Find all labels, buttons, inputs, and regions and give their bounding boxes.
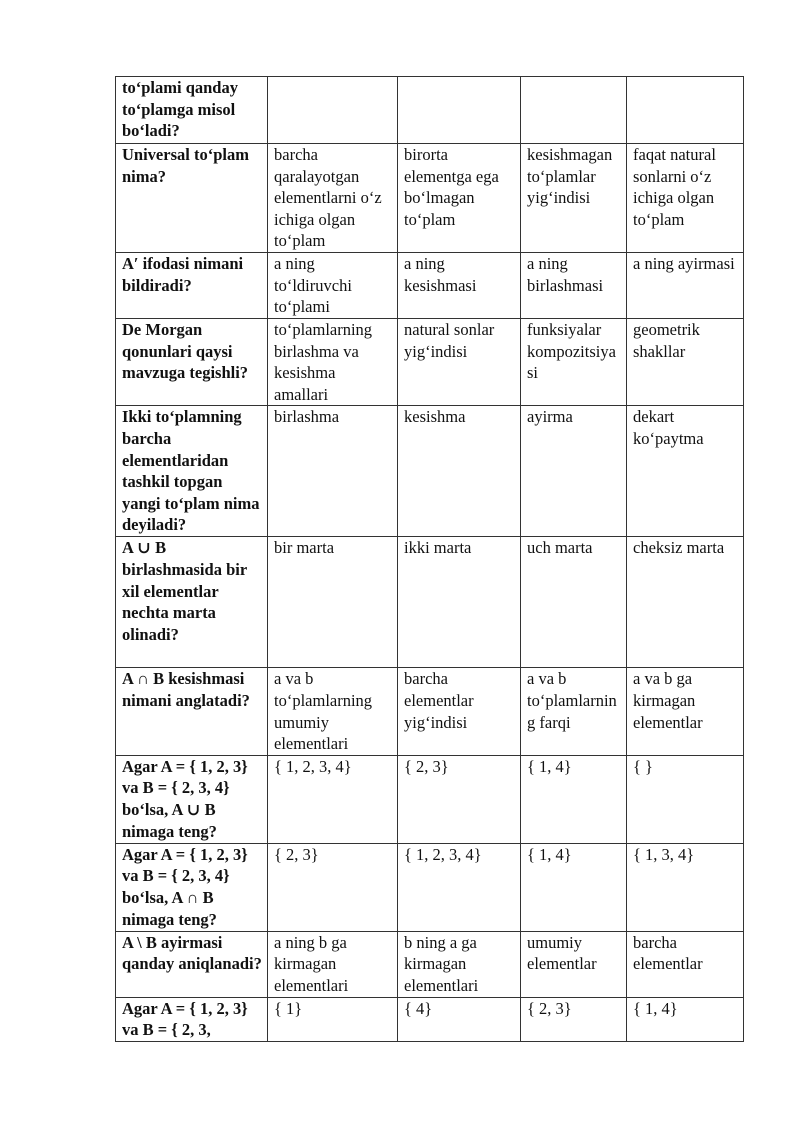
answer-cell: a ning to‘ldiruvchi to‘plami	[268, 252, 398, 318]
answer-cell: { 2, 3}	[398, 755, 521, 843]
answer-cell: a va b ga kirmagan elementlar	[627, 668, 744, 755]
answer-cell: barcha elementlar	[627, 931, 744, 997]
question-cell: A ∩ B kesishmasi nimani anglatadi?	[116, 668, 268, 755]
question-cell: Agar A = { 1, 2, 3} va B = { 2, 3,	[116, 997, 268, 1041]
table-row	[116, 843, 744, 931]
table-row	[116, 144, 744, 253]
answer-cell: bir marta	[268, 537, 398, 668]
answer-cell: { 1}	[268, 997, 398, 1041]
answer-cell: { 1, 2, 3, 4}	[268, 755, 398, 843]
answer-cell: ikki marta	[398, 537, 521, 668]
question-cell: Agar A = { 1, 2, 3} va B = { 2, 3, 4} bo‘lsa, A ∩ B nimaga teng?	[116, 843, 268, 931]
answer-cell: a va b to‘plamlarning farqi	[521, 668, 627, 755]
answer-cell: { 1, 3, 4}	[627, 843, 744, 931]
answer-cell: uch marta	[521, 537, 627, 668]
answer-cell: umumiy elementlar	[521, 931, 627, 997]
question-cell: to‘plami qanday to‘plamga misol bo‘ladi?	[116, 77, 268, 144]
table-row	[116, 318, 744, 405]
answer-cell	[627, 77, 744, 144]
question-cell: A ∪ B birlashmasida bir xil elementlar nechta marta olinadi?	[116, 537, 268, 668]
answer-cell: to‘plamlarning birlashma va kesishma amallari	[268, 318, 398, 405]
question-cell: Agar A = { 1, 2, 3} va B = { 2, 3, 4} bo‘lsa, A ∪ B nimaga teng?	[116, 755, 268, 843]
answer-cell: barcha elementlar yig‘indisi	[398, 668, 521, 755]
answer-cell: natural sonlar yig‘indisi	[398, 318, 521, 405]
answer-cell: ayirma	[521, 406, 627, 537]
answer-cell	[268, 77, 398, 144]
answer-cell: kesishma	[398, 406, 521, 537]
answer-cell: barcha qaralayotgan elementlarni o‘z ichiga olgan to‘plam	[268, 144, 398, 253]
answer-cell: birorta elementga ega bo‘lmagan to‘plam	[398, 144, 521, 253]
quiz-table	[115, 76, 744, 1042]
answer-cell: a ning kesishmasi	[398, 252, 521, 318]
answer-cell: { }	[627, 755, 744, 843]
table-row	[116, 77, 744, 144]
answer-cell	[398, 77, 521, 144]
table-row	[116, 252, 744, 318]
table-row	[116, 997, 744, 1041]
table-row	[116, 931, 744, 997]
answer-cell: { 2, 3}	[268, 843, 398, 931]
answer-cell: b ning a ga kirmagan elementlari	[398, 931, 521, 997]
table-row	[116, 406, 744, 537]
answer-cell: funksiyalar kompozitsiyasi	[521, 318, 627, 405]
answer-cell: a ning b ga kirmagan elementlari	[268, 931, 398, 997]
answer-cell: { 2, 3}	[521, 997, 627, 1041]
answer-cell: dekart ko‘paytma	[627, 406, 744, 537]
answer-cell: a va b to‘plamlarning umumiy elementlari	[268, 668, 398, 755]
question-cell: Universal to‘plam nima?	[116, 144, 268, 253]
question-cell: A \ B ayirmasi qanday aniqlanadi?	[116, 931, 268, 997]
question-cell: De Morgan qonunlari qaysi mavzuga tegishli?	[116, 318, 268, 405]
answer-cell: cheksiz marta	[627, 537, 744, 668]
table-row	[116, 755, 744, 843]
answer-cell: { 4}	[398, 997, 521, 1041]
table-row	[116, 537, 744, 668]
question-cell: Ikki to‘plamning barcha elementlaridan tashkil topgan yangi to‘plam nima deyiladi?	[116, 406, 268, 537]
question-cell: A′ ifodasi nimani bildiradi?	[116, 252, 268, 318]
table-row	[116, 668, 744, 755]
answer-cell: { 1, 4}	[521, 755, 627, 843]
answer-cell: a ning birlashmasi	[521, 252, 627, 318]
answer-cell: geometrik shakllar	[627, 318, 744, 405]
answer-cell: a ning ayirmasi	[627, 252, 744, 318]
answer-cell: birlashma	[268, 406, 398, 537]
answer-cell: faqat natural sonlarni o‘z ichiga olgan to‘plam	[627, 144, 744, 253]
answer-cell: { 1, 4}	[627, 997, 744, 1041]
answer-cell: { 1, 2, 3, 4}	[398, 843, 521, 931]
answer-cell: kesishmagan to‘plamlar yig‘indisi	[521, 144, 627, 253]
answer-cell: { 1, 4}	[521, 843, 627, 931]
answer-cell	[521, 77, 627, 144]
